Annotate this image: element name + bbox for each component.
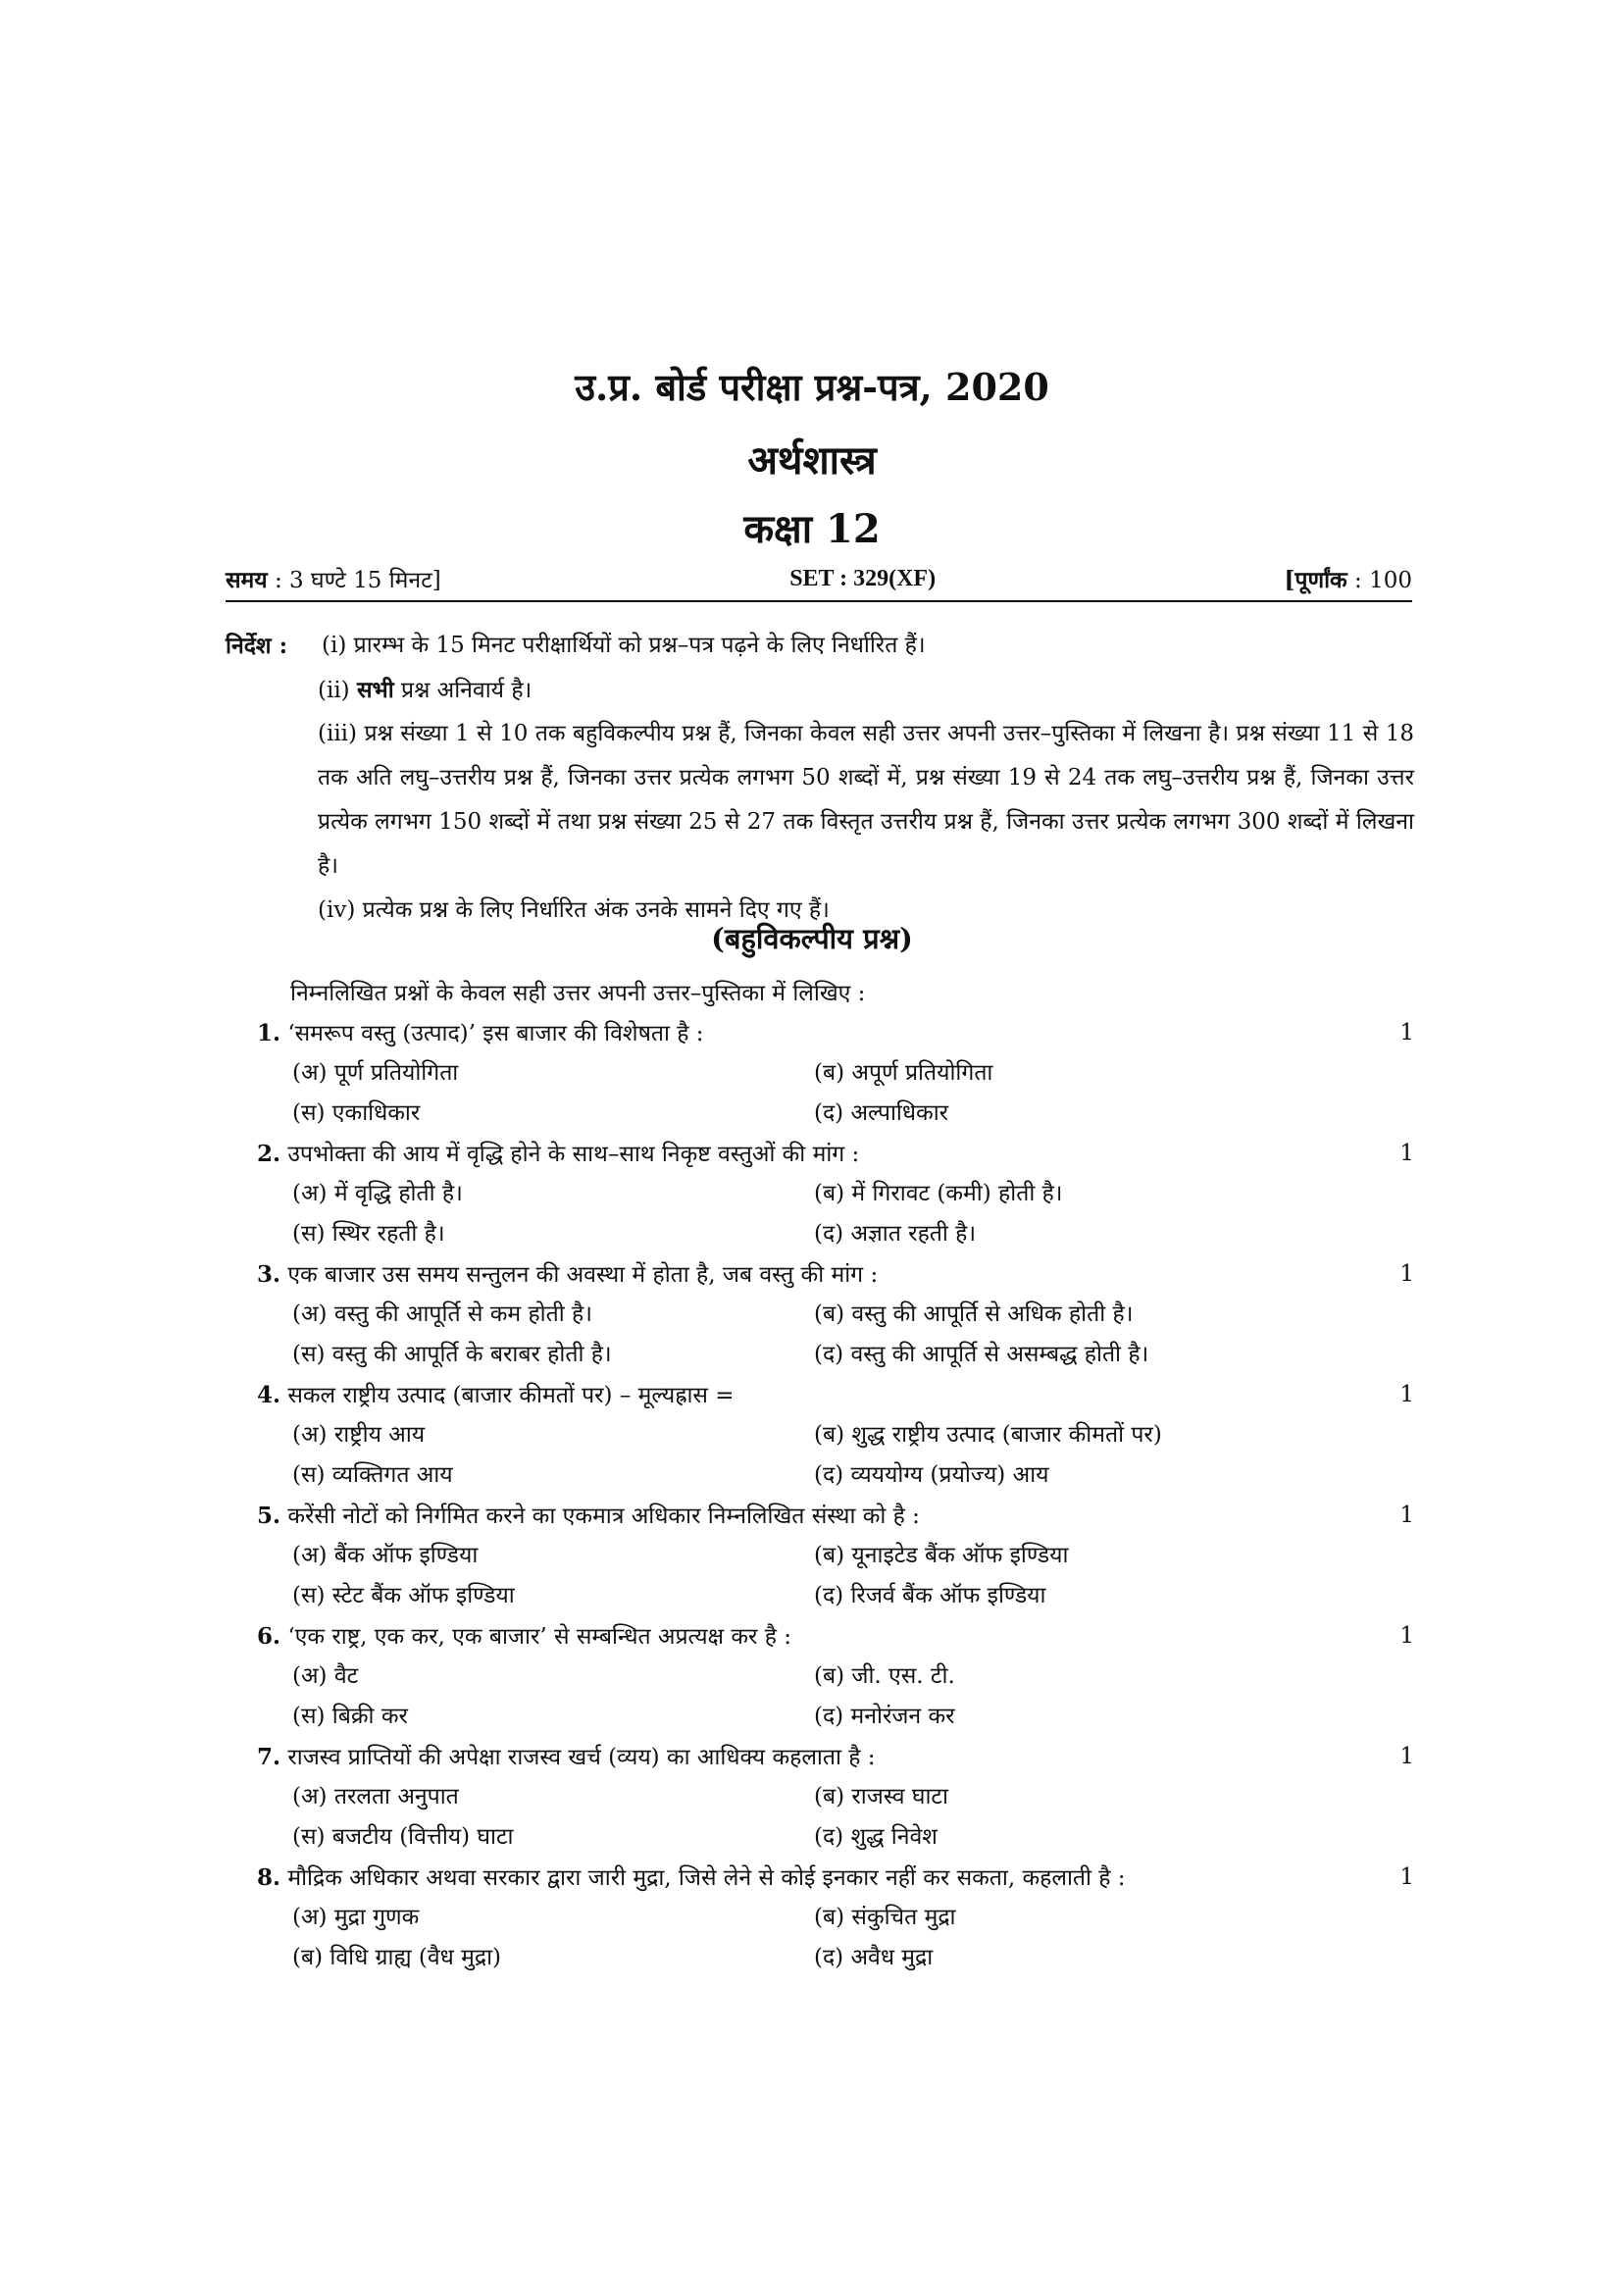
set-code: SET : 329(XF)	[789, 565, 937, 591]
question	[257, 1254, 1414, 1375]
question-number: 1.	[257, 1020, 281, 1046]
option: (ब) यूनाइटेड बैंक ऑफ इण्डिया	[814, 1543, 1069, 1568]
option: (अ) में वृद्धि होती है।	[292, 1181, 463, 1206]
question-number: 4.	[257, 1382, 281, 1408]
marks-label: [पूर्णांक	[1284, 567, 1347, 593]
instruction-text: प्रश्न संख्या 1 से 10 तक बहुविकल्पीय प्रश्न हैं, जिनका केवल सही उत्तर अपनी उत्तर–पुस्तिका में लिखना है। प्रश्न संख्या 11 से 18 तक अति लघु–उत्तरीय प्रश्न हैं, जिनका उत्तर प्रत्येक लगभग 50 शब्दों में, प्रश्न संख्या 19 से 24 तक लघु–उत्तरीय प्रश्न हैं, जिनका उत्तर प्रत्येक लगभग 150 शब्दों में तथा प्रश्न संख्या 25 से 27 तक विस्तृत उत्तरीय प्रश्न हैं, जिनका उत्तर प्रत्येक लगभग 300 शब्दों में लिखना है।	[318, 721, 1415, 879]
time-label: समय	[226, 567, 268, 593]
option: (द) रिजर्व बैंक ऑफ इण्डिया	[814, 1583, 1046, 1608]
question	[257, 1858, 1414, 1978]
question-number: 2.	[257, 1141, 281, 1167]
question-marks: 1	[1399, 1503, 1414, 1528]
option: (ब) शुद्ध राष्ट्रीय उत्पाद (बाजार कीमतों पर)	[814, 1422, 1162, 1448]
question-number: 3.	[257, 1261, 281, 1288]
question	[257, 1737, 1414, 1858]
question-text: ‘एक राष्ट्र, एक कर, एक बाजार’ से सम्बन्धित अप्रत्यक्ष कर है :	[287, 1624, 792, 1650]
question-marks: 1	[1399, 1623, 1414, 1649]
option: (अ) तरलता अनुपात	[292, 1784, 459, 1810]
question-marks: 1	[1399, 1261, 1414, 1287]
option: (स) वस्तु की आपूर्ति के बराबर होती है।	[292, 1342, 612, 1367]
question	[257, 1134, 1414, 1254]
question-marks: 1	[1399, 1020, 1414, 1045]
option: (द) मनोरंजन कर	[814, 1704, 955, 1729]
question	[257, 1496, 1414, 1616]
instruction-num: (iv)	[318, 897, 356, 923]
question-marks: 1	[1399, 1141, 1414, 1166]
option: (ब) विधि ग्राह्य (वैध मुद्रा)	[292, 1945, 502, 1970]
question	[257, 1013, 1414, 1134]
marks-value: : 100	[1354, 568, 1412, 593]
section-title: (बहुविकल्पीय प्रश्न)	[711, 922, 913, 955]
paper-title: उ.प्र. बोर्ड परीक्षा प्रश्न-पत्र, 2020	[575, 365, 1049, 409]
question-marks: 1	[1399, 1744, 1414, 1769]
instruction-text: प्रत्येक प्रश्न के लिए निर्धारित अंक उनके सामने दिए गए हैं।	[362, 897, 830, 923]
question-text: ‘समरूप वस्तु (उत्पाद)’ इस बाजार की विशेषता है :	[287, 1021, 704, 1046]
option: (द) अल्पाधिकार	[814, 1100, 949, 1126]
option: (द) शुद्ध निवेश	[814, 1824, 938, 1850]
question-number: 6.	[257, 1623, 281, 1650]
question-number: 5.	[257, 1503, 281, 1529]
option: (स) एकाधिकार	[292, 1100, 421, 1126]
class-title: कक्षा 12	[743, 506, 881, 552]
time-info	[226, 563, 441, 594]
question	[257, 1616, 1414, 1737]
option: (स) बजटीय (वित्तीय) घाटा	[292, 1824, 514, 1850]
question-marks: 1	[1399, 1864, 1414, 1890]
question-text: राजस्व प्राप्तियों की अपेक्षा राजस्व खर्च (व्यय) का आधिक्य कहलाता है :	[287, 1745, 876, 1770]
option: (ब) संकुचित मुद्रा	[814, 1905, 956, 1930]
question-text: एक बाजार उस समय सन्तुलन की अवस्था में होता है, जब वस्तु की मांग :	[287, 1262, 879, 1288]
question-text: सकल राष्ट्रीय उत्पाद (बाजार कीमतों पर) – मूल्यह्रास =	[287, 1383, 735, 1408]
instruction-num: (iii)	[318, 721, 358, 746]
instruction-text: प्रारम्भ के 15 मिनट परीक्षार्थियों को प्रश्न–पत्र पढ़ने के लिए निर्धारित हैं।	[353, 633, 926, 658]
section-lead: निम्नलिखित प्रश्नों के केवल सही उत्तर अपनी उत्तर–पुस्तिका में लिखिए :	[290, 981, 866, 1006]
option: (अ) वैट	[292, 1663, 359, 1689]
option: (द) व्यययोग्य (प्रयोज्य) आय	[814, 1462, 1049, 1488]
exam-meta-row	[226, 561, 1412, 596]
option: (स) बिक्री कर	[292, 1704, 408, 1729]
option: (द) अवैध मुद्रा	[814, 1945, 934, 1970]
option: (स) व्यक्तिगत आय	[292, 1462, 453, 1488]
question	[257, 1375, 1414, 1496]
option: (अ) वस्तु की आपूर्ति से कम होती है।	[292, 1301, 592, 1327]
time-value: : 3 घण्टे 15 मिनट]	[274, 568, 441, 593]
option: (द) अज्ञात रहती है।	[814, 1221, 977, 1247]
instruction-item	[318, 668, 1411, 713]
option: (ब) अपूर्ण प्रतियोगिता	[814, 1060, 993, 1086]
option: (अ) बैंक ऑफ इण्डिया	[292, 1543, 479, 1568]
option: (स) स्टेट बैंक ऑफ इण्डिया	[292, 1583, 515, 1608]
question-number: 8.	[257, 1864, 281, 1891]
question-text: करेंसी नोटों को निर्गमित करने का एकमात्र अधिकार निम्नलिखित संस्था को है :	[287, 1504, 920, 1529]
option: (ब) जी. एस. टी.	[814, 1663, 955, 1689]
question-number: 7.	[257, 1744, 281, 1770]
instruction-num: (ii)	[318, 678, 350, 703]
option: (अ) पूर्ण प्रतियोगिता	[292, 1060, 459, 1086]
instruction-text: प्रश्न अनिवार्य है।	[400, 678, 533, 703]
option: (ब) राजस्व घाटा	[814, 1784, 948, 1810]
option: (अ) मुद्रा गुणक	[292, 1905, 420, 1930]
instruction-item	[318, 712, 1414, 889]
question-text: उपभोक्ता की आय में वृद्धि होने के साथ–साथ निकृष्ट वस्तुओं की मांग :	[287, 1142, 860, 1167]
instruction-bold: सभी	[356, 677, 394, 703]
option: (ब) में गिरावट (कमी) होती है।	[814, 1181, 1063, 1206]
instruction-item	[322, 624, 1415, 668]
header-divider	[226, 600, 1412, 602]
option: (अ) राष्ट्रीय आय	[292, 1422, 426, 1448]
option: (स) स्थिर रहती है।	[292, 1221, 445, 1247]
instruction-num: (i)	[322, 633, 347, 658]
question-text: मौद्रिक अधिकार अथवा सरकार द्वारा जारी मुद्रा, जिसे लेने से कोई इनकार नहीं कर सकता, कहलाती है :	[287, 1865, 1126, 1891]
max-marks-info	[1285, 563, 1412, 594]
subject-title: अर्थशास्त्र	[747, 437, 877, 484]
option: (द) वस्तु की आपूर्ति से असम्बद्ध होती है।	[814, 1342, 1149, 1367]
option: (ब) वस्तु की आपूर्ति से अधिक होती है।	[814, 1301, 1134, 1327]
question-marks: 1	[1399, 1382, 1414, 1407]
instructions-heading: निर्देश :	[226, 633, 288, 659]
